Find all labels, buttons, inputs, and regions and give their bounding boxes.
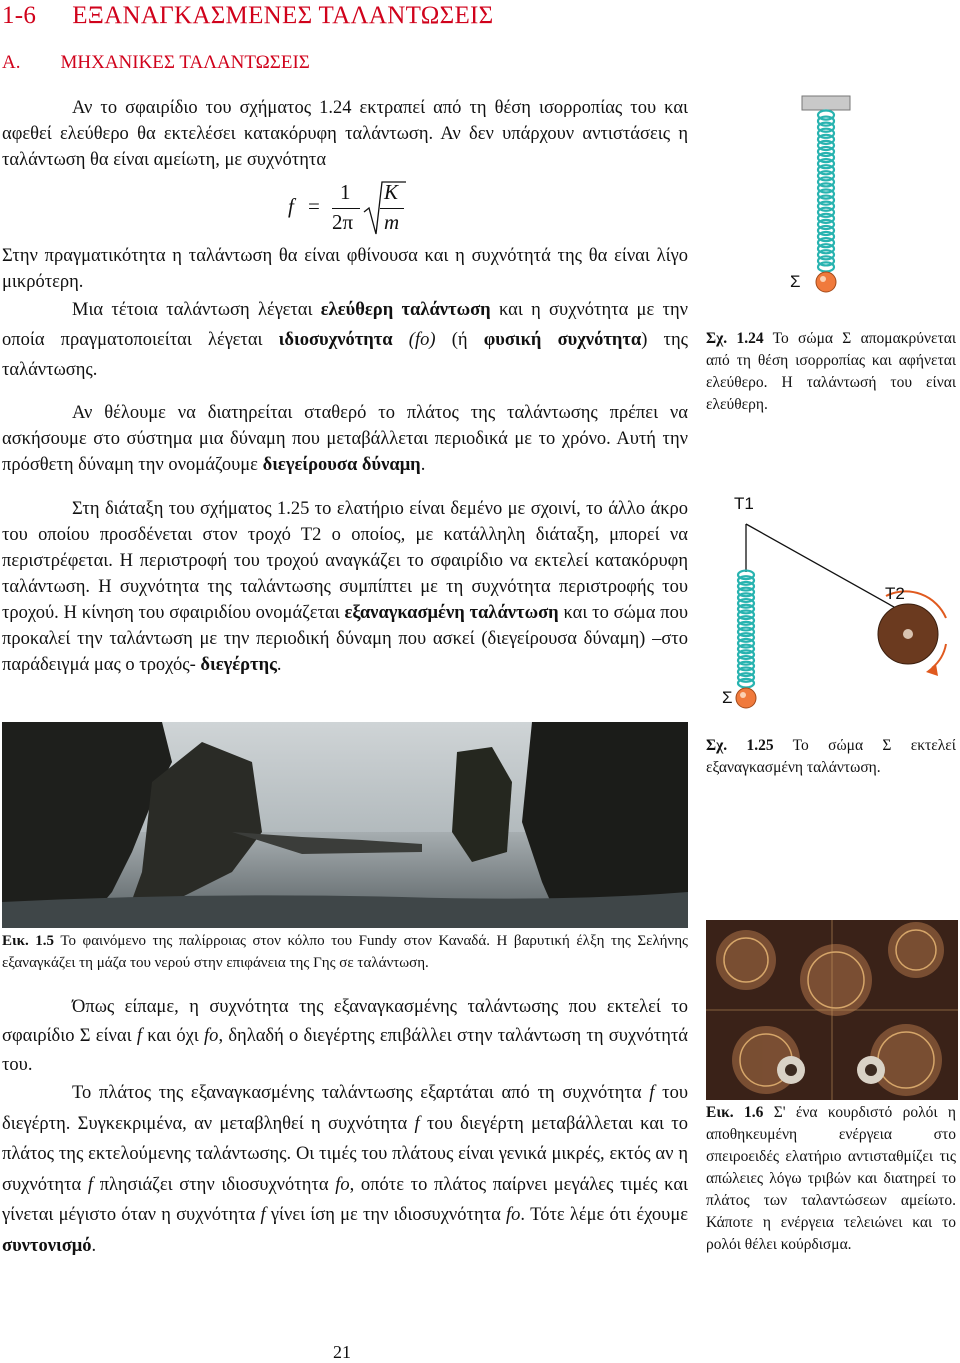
- formula-f: f: [288, 194, 294, 218]
- caption-fig124: Σχ. 1.24 Το σώμα Σ απομακρύνεται από τη θέση ισορροπίας και αφήνεται ελεύθερο. Η ταλάντωσή του είναι ελεύθερη.: [706, 330, 956, 413]
- caption-fig124-number: Σχ. 1.24: [706, 330, 764, 347]
- arrow-head: [926, 664, 938, 676]
- formula-m: m: [384, 210, 400, 234]
- photo-wind-up-clock: [706, 920, 958, 1100]
- term-natural-frequency: ιδιοσυχνότητα: [278, 330, 393, 350]
- fig125-sigma-label: Σ: [722, 688, 733, 707]
- paragraph-driving-force: Αν θέλουμε να διατηρείται σταθερό το πλάτος της ταλάντωσης πρέπει να ασκήσουμε στο σύστημα μια δύναμη που μεταβάλλεται περιοδικά με το χρόνο. Αυτή την πρόσθετη δύναμη την ονομάζουμε διεγείρουσα δύναμη.: [2, 403, 688, 475]
- figure-forced-setup: [700, 488, 958, 720]
- paragraph-free-oscillation: Μια τέτοια ταλάντωση λέγεται ελεύθερη ταλάντωση και η συχνότητα με την οποία πραγματοποιείται λέγεται ιδιοσυχνότητα (fo) (ή φυσική συχνότητα) της ταλάντωσης.: [2, 300, 689, 380]
- page-number: 21: [333, 1342, 351, 1362]
- term-free-oscillation: ελεύθερη ταλάντωση: [320, 300, 491, 320]
- section-letter: Α.: [2, 52, 21, 73]
- formula-equals: =: [308, 194, 320, 218]
- caption-fig15: Εικ. 1.5 Το φαινόμενο της παλίρροιας στον κόλπο του Fundy στον Καναδά. Η βαρυτική έλξη της Σελήνης εξαναγκάζει τη μάζα του νερού στην επιφάνεια της Γης σε ταλάντωση.: [2, 933, 688, 971]
- symbol-fo: (fo): [408, 330, 436, 350]
- section-heading: [2, 52, 310, 74]
- caption-fig125: Σχ. 1.25 Το σώμα Σ εκτελεί εξαναγκασμένη ταλάντωση.: [706, 737, 956, 776]
- chapter-heading: [2, 2, 494, 30]
- label-t2: Τ2: [885, 584, 905, 603]
- ball-highlight: [820, 276, 826, 282]
- symbol-fo: fo: [204, 1026, 219, 1046]
- caption-fig15-number: Εικ. 1.5: [2, 933, 55, 949]
- wheel-hub: [903, 629, 913, 639]
- paragraph-forced-setup: Στη διάταξη του σχήματος 1.25 το ελατήριο είναι δεμένο με σχοινί, το άλλο άκρο του οποίου προσδένεται στον τροχό Τ2 ο οποίος, με κατάλληλη διάταξη, μπορεί να περιστρέφεται. Η περιστροφή του τροχού αναγκάζει το σφαιρίδιο να εκτελεί κατακόρυφη ταλάντωση. Η συχνότητα της ταλάντωσης συμπίπτει με τη συχνότητα περιστροφής του τροχού. Η κίνηση του σφαιριδίου ονομάζεται εξαναγκασμένη ταλάντωση και το σώμα που προκαλεί την ταλάντωση με την περιοδική δύναμη που ασκεί (διεγείρουσα δύναμη) –στο παράδειγμά μας ο τροχός- διεγέρτης.: [2, 499, 688, 675]
- formula-K: K: [384, 180, 399, 204]
- paragraph-forced-frequency: Όπως είπαμε, η συχνότητα της εξαναγκασμένης ταλάντωσης που εκτελεί το σφαιρίδιο Σ είναι f και όχι fo, δηλαδή ο διεγέρτης επιβάλλει στην ταλάντωση τη συχνότητά του.: [2, 997, 688, 1075]
- chapter-title: ΕΞΑΝΑΓΚΑΣΜΕΝΕΣ ΤΑΛΑΝΤΩΣΕΙΣ: [72, 2, 494, 29]
- fig124-sigma-label: Σ: [790, 272, 801, 291]
- term-driving-force: διεγείρουσα δύναμη: [262, 455, 421, 475]
- ball-sigma: [816, 272, 836, 292]
- formula-fraction-bar: [332, 208, 360, 209]
- symbol-f: f: [136, 1026, 142, 1046]
- term-physical-frequency: φυσική συχνότητα: [483, 330, 642, 350]
- formula-numerator: 1: [340, 180, 351, 204]
- caption-fig125-number: Σχ. 1.25: [706, 737, 774, 754]
- paragraph-damped: Στην πραγματικότητα η ταλάντωση θα είναι φθίνουσα και η συχνότητά της θα είναι λίγο μικρότερη.: [2, 246, 688, 292]
- spring-coil-forced: [738, 571, 754, 688]
- paragraph-intro: Αν το σφαιρίδιο του σχήματος 1.24 εκτραπεί από τη θέση ισορροπίας του και αφεθεί ελεύθερο θα εκτελέσει κατακόρυφη ταλάντωση. Αν δεν υπάρχουν αντιστάσεις η ταλάντωση θα είναι αμείωτη, με συχνότητα: [2, 98, 688, 170]
- label-t1: Τ1: [734, 494, 754, 513]
- caption-fig16: Εικ. 1.6 Σ' ένα κουρδιστό ρολόι η αποθηκευμένη ενέργεια στο σπειροειδές ελατήριο αντισταθμίζει τις απώλειες λόγω τριβών και διατηρεί το πλάτος των ταλαντώσεων αμείωτο. Κάποτε η ενέργεια τελειώνει και το ρολόι θέλει κούρδισμα.: [706, 1104, 957, 1253]
- term-exciter: διεγέρτης: [200, 655, 277, 675]
- term-resonance: συντονισμό: [2, 1235, 92, 1256]
- spring-coil: [818, 110, 834, 271]
- figure-spring-free: [790, 92, 860, 302]
- photo-bay-of-fundy: [2, 722, 688, 928]
- frequency-formula: [288, 180, 418, 242]
- formula-inner-bar: [380, 208, 404, 209]
- term-forced-oscillation: εξαναγκασμένη ταλάντωση: [344, 603, 559, 623]
- ball-sigma-forced: [736, 688, 756, 708]
- section-title: ΜΗΧΑΝΙΚΕΣ ΤΑΛΑΝΤΩΣΕΙΣ: [60, 52, 310, 73]
- ball-highlight-forced: [740, 692, 746, 698]
- caption-fig16-number: Εικ. 1.6: [706, 1104, 764, 1121]
- chapter-number: 1-6: [2, 2, 37, 29]
- paragraph-amplitude-resonance: Το πλάτος της εξαναγκασμένης ταλάντωσης εξαρτάται από τη συχνότητα f του διεγέρτη. Συγκεκριμένα, αν μεταβληθεί η συχνότητα f του διεγέρτη μεταβάλλεται και το πλάτος της εκτελούμενης ταλάντωσης. Οι τιμές του πλάτους είναι γενικά μικρές, εκτός αν η συχνότητα f πλησιάζει στην ιδιοσυχνότητα fo, οπότε το πλάτος παίρνει μεγάλες τιμές και γίνεται μέγιστο όταν η συχνότητα f γίνει ίση με την ιδιοσυχνότητα fo. Τότε λέμε ότι έχουμε συντονισμό.: [2, 1083, 689, 1256]
- ceiling-mount: [802, 96, 850, 110]
- formula-denominator: 2π: [332, 210, 354, 234]
